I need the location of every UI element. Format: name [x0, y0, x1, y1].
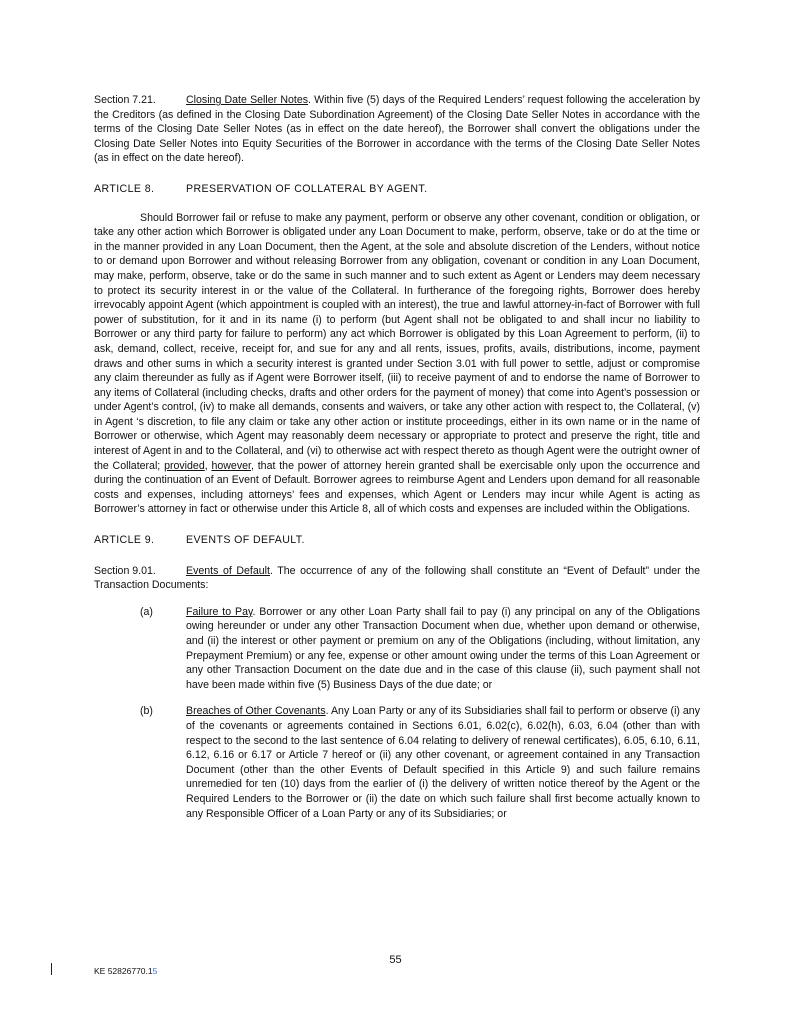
section-title: Events of Default — [186, 564, 270, 577]
section-title: Closing Date Seller Notes — [186, 94, 309, 106]
clause-label: (b) — [140, 705, 153, 718]
section-9-01 — [94, 564, 700, 593]
article-title: EVENTS OF DEFAULT. — [186, 534, 305, 547]
section-text: . Within five (5) days of the Required Lenders’ request following the acceleration by the Creditors (as defined in the Closing Date Subordination Agreement) of the Closing Date Seller Notes in accordance with the terms of the Closing Date Seller Notes (as in effect on the date hereof), the Borrower shall convert the obligations under the Closing Date Seller Notes into Equity Securities of the Borrower in accordance with the terms of the Closing Date Seller Notes (as in effect on the date hereof). — [94, 94, 701, 165]
article-8-body — [94, 211, 700, 517]
however-term: however — [211, 459, 251, 472]
doc-id-old-digit: 1 — [147, 966, 153, 976]
clause-text: . Any Loan Party or any of its Subsidiaries shall fail to perform or observe (i) any of the covenants or agreements contained in Sections 6.01, 6.02(c), 6.02(h), 6.03, 6.04 (other than with respect to the second to the last sentence of 6.04 relating to delivery of renewal certificates), 6.05, 6.10, 6.11, 6.12, 6.16 or 6.17 or Article 7 hereof or (ii) any other covenant, or agreement contained in any Transaction Document (other than the other Events of Default specified in this Article 9) and such failure remains unremedied for ten (10) days from the earlier of (i) the delivery of written notice thereof by the Agent or the Required Lenders to the Borrower or (ii) the date on which such failure shall first become actually known to any Responsible Officer of a Loan Party or any of its Subsidiaries; or — [186, 705, 700, 820]
clause-title: Breaches of Other Covenants — [186, 705, 326, 718]
article-9-heading — [94, 533, 700, 548]
change-bar — [51, 963, 52, 975]
comma-separator: , — [204, 459, 212, 472]
section-number: Section 7.21. — [94, 94, 156, 106]
doc-id-base: KE 52826770. — [94, 966, 148, 976]
article-8-text-b: , that the power of attorney herein granted shall be exercisable only upon the occurrence and during the continuation of an Event of Default. Borrower agrees to reimburse Agent and Lenders upon demand for all reasonable costs and expenses, including attorneys’ fees and expenses, which Agent or Lenders may incur while Agent is acting as Borrower’s attorney in fact or otherwise under this Article 8, all of which costs and expenses are included within the Obligations. — [94, 459, 700, 516]
document-id — [94, 966, 157, 976]
provided-term: provided — [164, 459, 205, 472]
article-title: PRESERVATION OF COLLATERAL BY AGENT. — [186, 182, 428, 195]
clause-label: (a) — [140, 605, 153, 618]
article-number: ARTICLE 9. — [94, 534, 155, 547]
page-number: 55 — [389, 954, 402, 966]
section-text: . The occurrence of any of the following shall constitute an “Event of Default” under the Transaction Documents: — [94, 564, 700, 592]
clause-title: Failure to Pay — [186, 605, 253, 618]
article-8-text-a: Should Borrower fail or refuse to make any payment, perform or observe any other covenant, condition or obligation, or take any other action which Borrower is obligated under any Loan Document to make, perform, observe, take or do at the time or in the manner provided in any Loan Document, then the Agent, at the sole and absolute discretion of the Lenders, without notice to or demand upon Borrower and without releasing Borrower from any obligation, covenant or condition in any Loan Document, may make, perform, observe, take or do the same in such manner and to such extent as Agent or Lenders may deem necessary to protect its security interest in or the value of the Collateral. In furtherance of the foregoing rights, Borrower does hereby irrevocably appoint Agent (which appointment is coupled with an interest), the true and lawful attorney-in-fact of Borrower with full power of substitution, for it and in its name (i) to perform (but Agent shall not be obligated to and shall incur no liability to Borrower or any third party for failure to perform) any act which Borrower is obligated by this Loan Agreement to perform, (ii) to ask, demand, collect, receive, receipt for, and sue for any and all rents, issues, profits, avails, distributions, income, payment draws and other sums in which a security interest is granted under Section 3.01 with full power to settle, adjust or compromise any claim thereunder as fully as if Agent were Borrower itself, (iii) to receive payment of and to endorse the name of Borrower to any items of Collateral (including checks, drafts and other orders for the payment of money) that come into Agent’s possession or under Agent’s control, (iv) to make all demands, consents and waivers, or take any other action with respect to, the Collateral, (v) in Agent ‘s discretion, to file any claim or take any other action or institute proceedings, either in its own name or in the name of Borrower or otherwise, which Agent may reasonably deem necessary or appropriate to protect and preserve the right, title and interest of Agent in and to the Collateral, and (vi) to otherwise act with respect thereto as though Agent were the outright owner of the Collateral; — [94, 211, 700, 472]
doc-id-new-digit: 5 — [152, 966, 158, 976]
clause-b — [94, 704, 700, 821]
article-8-heading — [94, 182, 700, 197]
clause-a — [94, 605, 700, 693]
article-number: ARTICLE 8. — [94, 182, 155, 195]
section-number: Section 9.01. — [94, 564, 156, 577]
clause-text: . Borrower or any other Loan Party shall fail to pay (i) any principal on any of the Obligations owing hereunder or under any other Transaction Document when due, whether upon demand or otherwise, and (ii) the interest or other payment or premium on any of the Obligations (including, without limitation, any Prepayment Premium) or any fee, expense or other amount owing under the terms of this Loan Agreement or any other Transaction Document on the date due and in the case of this clause (ii), such payment shall not have been made within five (5) Business Days of the due date; or — [186, 605, 700, 691]
section-7-21 — [94, 93, 700, 166]
document-page — [94, 93, 700, 821]
